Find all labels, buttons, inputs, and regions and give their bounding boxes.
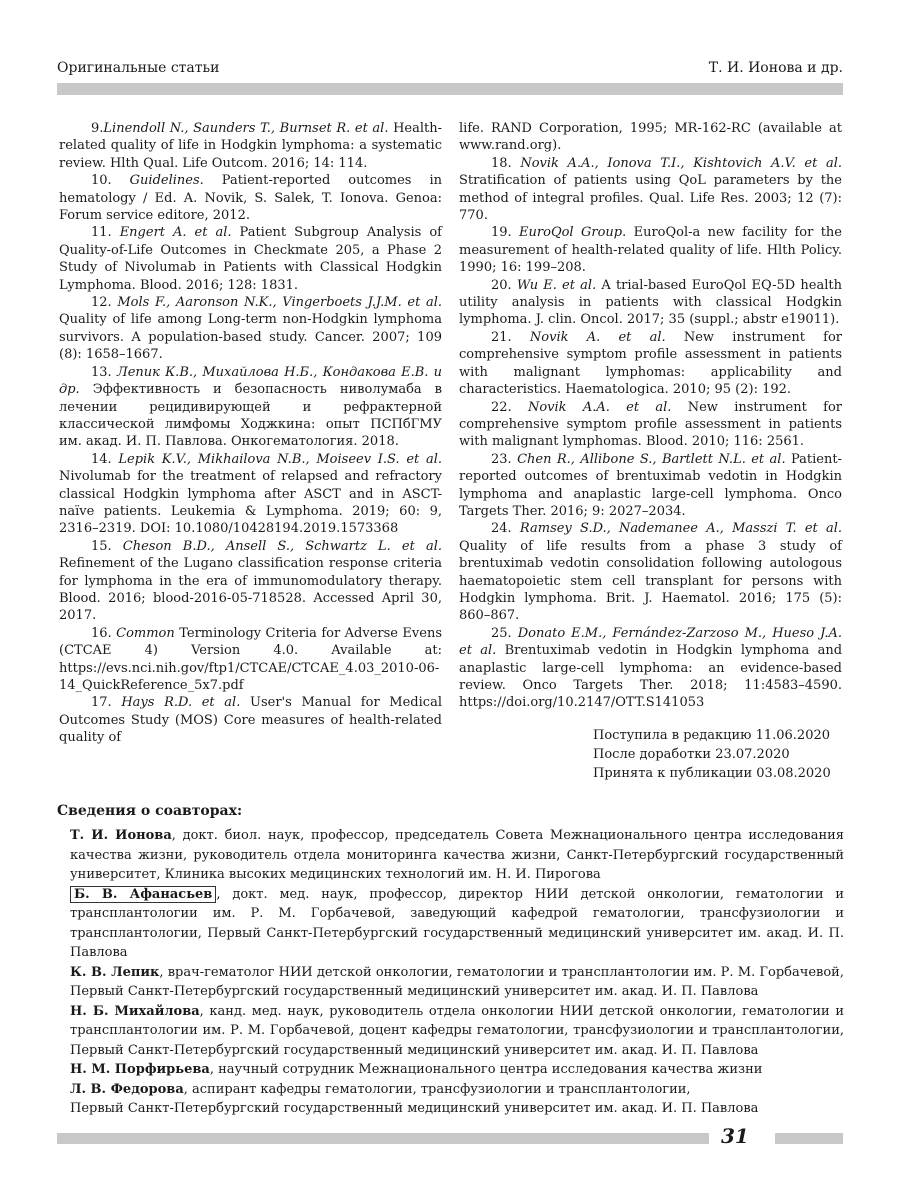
reference-item: 15. Cheson B.D., Ansell S., Schwartz L. et al. Refinement of the Lugano classification response criteria for lymphoma in the era of immunomodulatory therapy. Blood. 2016; blood-2016-05-718528. Accessed April 30, 2017. (59, 538, 442, 624)
reference-item: 21. Novik A. et al. New instrument for comprehensive symptom profile assessment in patients with malignant lymphomas: applicability and characteristics. Haematologica. 2010; 95 (2): 192. (459, 329, 842, 398)
coauthor-entry: Н. М. Порфирьева, научный сотрудник Межнационального центра исследования качества жизни (70, 1062, 763, 1077)
running-header (57, 60, 843, 82)
reference-item: 11. Engert A. et al. Patient Subgroup Analysis of Quality-of-Life Outcomes in Checkmate 205, a Phase 2 Study of Nivolumab in Patients with Classical Hodgkin Lymphoma. Blood. 2016; 128: 1831. (59, 225, 442, 293)
reference-item: 25. Donato E.M., Fernández-Zarzoso M., Hueso J.A. et al. Brentuximab vedotin in Hodgkin lymphoma and anaplastic large-cell lymphoma: an evidence-based review. Onco Targets Ther. 2018; 11:4583–4590. https://doi.org/10.2147/OTT.S141053 (459, 625, 843, 711)
accepted-date: Принята к публикации 03.08.2020 (593, 766, 831, 781)
reference-item: 17. Hays R.D. et al. User's Manual for Medical Outcomes Study (MOS) Core measures of health-related quality of (59, 695, 442, 746)
coauthor-entry: Н. Б. Михайлова, канд. мед. наук, руководитель отдела онкологии НИИ детской онкологии, гематологии и трансплантологии им. Р. М. Горбачевой, доцент кафедры гематологии, трансфузиологии и трансплантологии, Первый Санкт-Петербургский государственный медицинский университет им. акад. И. П. Павлова (70, 1003, 844, 1058)
references-right-column (459, 120, 842, 712)
coauthors-list (70, 826, 844, 1119)
coauthor-entry: Л. В. Федорова, аспирант кафедры гематологии, трансфузиологии и трансплантологии, (70, 1081, 691, 1097)
reference-item: 23. Chen R., Allibone S., Bartlett N.L. et al. Patient-reported outcomes of brentuximab vedotin in Hodgkin lymphoma and anaplastic large-cell lymphoma. Onco Targets Ther. 2016; 9: 2027–2034. (459, 451, 842, 519)
footer-rule-left (57, 1133, 709, 1144)
running-authors: Т. И. Ионова и др. (708, 60, 843, 76)
section-title: Оригинальные статьи (57, 60, 220, 76)
reference-item: 13. Лепик К.В., Михайлова Н.Б., Кондакова Е.В. и др. Эффективность и безопасность ниволумаба в лечении рецидивирующей и рефрактерной классической лимфомы Ходжкина: опыт ПСПбГМУ им. акад. И. П. Павлова. Онкогематология. 2018. (59, 364, 442, 450)
reference-item: 16. Common Terminology Criteria for Adverse Evens (CTCAE 4) Version 4.0. Available at: https://evs.nci.nih.gov/ftp1/CTCAE/CTCAE_4.03_2010-06-14_QuickReference_5x7.pdf (59, 625, 442, 693)
reference-item: 9.Linendoll N., Saunders T., Burnset R. et al. Health-related quality of life in Hodgkin lymphoma: a systematic review. Hlth Qual. Life Outcom. 2016; 14: 114. (59, 121, 443, 171)
reference-item: 10. Guidelines. Patient-reported outcomes in hematology / Ed. A. Novik, S. Salek, T. Ionova. Genoa: Forum service editore, 2012. (59, 173, 443, 224)
references-left-column (59, 120, 442, 747)
coauthors-heading: Сведения о соавторах: (57, 803, 243, 819)
footer-rule-right (775, 1133, 843, 1144)
header-rule (57, 83, 843, 95)
reference-continuation: life. RAND Corporation, 1995; MR-162-RC (available at www.rand.org). (459, 121, 842, 154)
received-date: Поступила в редакцию 11.06.2020 (593, 728, 831, 743)
reference-item: 12. Mols F., Aaronson N.K., Vingerboets J.J.M. et al. Quality of life among Long-term non-Hodgkin lymphoma survivors. A population-based study. Cancer. 2007; 109 (8): 1658–1667. (59, 295, 442, 363)
reference-item: 19. EuroQol Group. EuroQol-a new facility for the measurement of health-related quality of life. Hlth Policy. 1990; 16: 199–208. (459, 225, 842, 276)
reference-item: 22. Novik A.A. et al. New instrument for comprehensive symptom profile assessment in patients with malignant lymphomas. Blood. 2010; 116: 2561. (459, 399, 842, 450)
page-number: 31 (721, 1124, 749, 1148)
reference-item: 20. Wu E. et al. A trial-based EuroQol EQ-5D health utility analysis in patients with classical Hodgkin lymphoma. J. clin. Oncol. 2017; 35 (suppl.; abstr e19011). (459, 277, 842, 328)
reference-item: 24. Ramsey S.D., Nademanee A., Masszi T. et al. Quality of life results from a phase 3 study of brentuximab vedotin consolidation following autologous haematopoietic stem cell transplant for persons with Hodgkin lymphoma. Brit. J. Haematol. 2016; 175 (5): 860–867. (459, 521, 842, 624)
reference-item: 18. Novik A.A., Ionova T.I., Kishtovich A.V. et al. Stratification of patients using QoL parameters by the method of integral profiles. Qual. Life Res. 2003; 12 (7): 770. (459, 155, 842, 224)
reference-item: 14. Lepik K.V., Mikhailova N.B., Moiseev I.S. et al. Nivolumab for the treatment of relapsed and refractory classical Hodgkin lymphoma after ASCT and in ASCT-naïve patients. Leukemia & Lymphoma. 2019; 60: 9, 2316–2319. DOI: 10.1080/10428194.2019.1573368 (59, 451, 442, 537)
coauthor-entry: К. В. Лепик, врач-гематолог НИИ детской онкологии, гематологии и трансплантологии им. Р. М. Горбачевой, Первый Санкт-Петербургский государственный медицинский университет им. акад. И. П. Павлова (70, 964, 844, 999)
coauthor-entry: Т. И. Ионова, докт. биол. наук, профессор, председатель Совета Межнационального центра исследования качества жизни, руководитель отдела мониторинга качества жизни, Санкт-Петербургский государственный университет, Клиника высоких медицинских технологий им. Н. И. Пирогова (70, 828, 844, 882)
coauthor-entry: Б. В. Афанасьев , докт. мед. наук, профессор, директор НИИ детской онкологии, гематологии и трансплантологии им. Р. М. Горбачевой, заведующий кафедрой гематологии, трансфузиологии и трансплантологии, Первый Санкт-Петербургский государственный медицинский университет им. акад. И. П. Павлова (70, 886, 844, 960)
manuscript-dates (593, 726, 831, 783)
revised-date: После доработки 23.07.2020 (593, 747, 790, 762)
coauthor-entry-continuation: Первый Санкт-Петербургский государственный медицинский университет им. акад. И. П. Павлова (70, 1101, 759, 1116)
